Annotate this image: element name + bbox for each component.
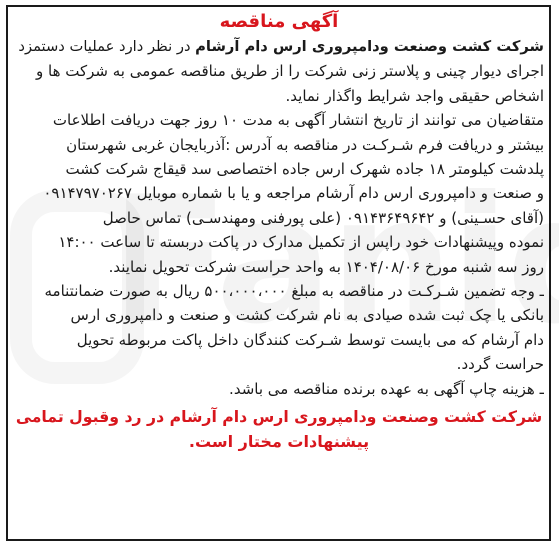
notice-title: آگهی مناقصه xyxy=(219,11,339,32)
p2-line-1: متقاضیان می توانند از تاریخ انتشار آگهی به مدت ۱۰ روز جهت دریافت اطلاعات xyxy=(52,111,544,130)
p2-line-5: (آقای حسـینی) و ۰۹۱۴۳۶۴۹۶۴۲ (علی پورفنی ومهندسـی) تماس حاصل xyxy=(102,208,544,227)
p3-line-3: دام آرشام که می بایست توسط شـرکت کنندگان داخل پاکت مربوطه تحویل xyxy=(76,330,544,349)
p3-line-1: ـ وجه تضمین شـرکـت در مناقصه به مبلغ ۵۰۰،۰۰۰،۰۰۰ ریال به صورت ضمانتنامه xyxy=(44,282,544,301)
company-name: شرکت کشت وصنعت ودامپروری ارس دام آرشام xyxy=(195,38,544,55)
p3-line-4: حراست گردد. xyxy=(456,355,544,374)
intro-line-3: اشخاص حقیقی واجد شرایط واگذار نماید. xyxy=(285,86,544,105)
intro-line-2: اجرای دیوار چینی و پلاستر زنی شرکت را از طریق مناقصه عمومی به شرکت ها و xyxy=(35,62,544,81)
closing-statement xyxy=(14,404,544,454)
closing-line-2: پیشنهادات مختار است. xyxy=(188,432,370,452)
p2-line-4: و صنعت و دامپروری ارس دام آرشام مراجعه و یا با شماره موبایل ۰۹۱۴۷۹۷۰۲۶۷ xyxy=(43,184,544,203)
p2-line-3: پلدشت کیلومتر ۱۸ جاده شهرک ارس جاده اختصاصی سد قیقاج شرکت کشت xyxy=(65,160,544,179)
p3-line-2: بانکی یا چک ثبت شده صیادی به نام شرکت کشت و صنعت و دامپروری ارس xyxy=(70,306,544,325)
closing-line-1: شرکت کشت وصنعت ودامپروری ارس دام آرشام در رد وقبول تمامی xyxy=(15,407,543,427)
p2-line-7: روز سه شنبه مورخ ۱۴۰۴/۰۸/۰۶ به واحد حراست شرکت تحویل نمایند. xyxy=(108,257,544,276)
p2-line-2: بیشتر و دریافت فرم شـرکـت در مناقصه به آدرس :آذربایجان غربی شهرستان xyxy=(66,135,544,154)
p4-line-1: ـ هزینه چاپ آگهی به عهده برنده مناقصه می باشد. xyxy=(229,379,544,398)
p2-line-6: نموده وپیشنهادات خود راپس از تکمیل مدارک در پاکت دربسته تا ساعت ۱۴:۰۰ xyxy=(58,233,544,252)
intro-line-1-rest: در نظر دارد عملیات دستمزد xyxy=(18,38,196,55)
notice-content xyxy=(14,10,544,454)
intro-line-1 xyxy=(14,35,544,59)
